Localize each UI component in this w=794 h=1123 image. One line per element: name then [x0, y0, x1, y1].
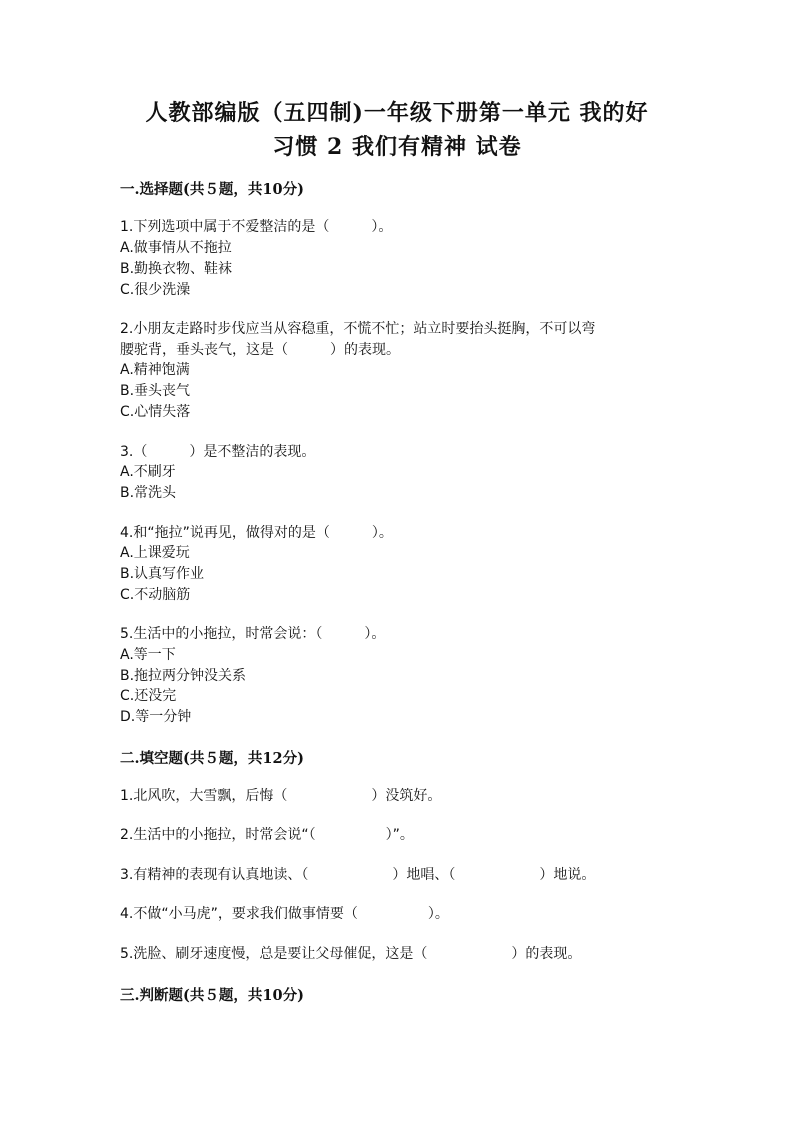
- fill-question-3: 3.有精神的表现有认真地读、（ ）地唱、（ ）地说。: [120, 867, 596, 883]
- choice-question-3-option-a: A.不刷牙: [120, 464, 176, 480]
- choice-question-3-stem: 3.（ ）是不整洁的表现。: [120, 444, 316, 460]
- choice-question-1-option-a: A.做事情从不拖拉: [120, 240, 232, 256]
- choice-question-4-option-a: A.上课爱玩: [120, 545, 190, 561]
- fill-question-2: 2.生活中的小拖拉，时常会说“（ ）”。: [120, 827, 414, 843]
- fill-question-1: 1.北风吹，大雪飘，后悔（ ）没筑好。: [120, 788, 442, 804]
- choice-question-5-stem: 5.生活中的小拖拉，时常会说：（ ）。: [120, 626, 386, 642]
- section-heading-choice: 一.选择题(共５题，共10分): [120, 181, 304, 198]
- choice-question-2-option-b: B.垂头丧气: [120, 383, 191, 399]
- choice-question-3-option-b: B.常洗头: [120, 485, 177, 501]
- choice-question-2-stem-line1: 2.小朋友走路时步伐应当从容稳重，不慌不忙；站立时要抬头挺胸，不可以弯: [120, 321, 596, 337]
- fill-question-4: 4.不做“小马虎”，要求我们做事情要（ ）。: [120, 906, 449, 922]
- choice-question-5-option-d: D.等一分钟: [120, 709, 192, 725]
- choice-question-5-option-b: B.拖拉两分钟没关系: [120, 668, 247, 684]
- page-title-line1: 人教部编版（五四制)一年级下册第一单元 我的好: [145, 100, 649, 126]
- choice-question-4-option-b: B.认真写作业: [120, 566, 205, 582]
- choice-question-5-option-a: A.等一下: [120, 647, 176, 663]
- section-heading-judge: 三.判断题(共５题，共10分): [120, 987, 304, 1004]
- choice-question-2-option-a: A.精神饱满: [120, 362, 190, 378]
- section-heading-fill: 二.填空题(共５题，共12分): [120, 750, 304, 767]
- page-title-line2: 习惯 2 我们有精神 试卷: [272, 134, 522, 160]
- choice-question-1-option-b: B.勤换衣物、鞋袜: [120, 261, 233, 277]
- choice-question-2-stem-line2: 腰驼背，垂头丧气，这是（ ）的表现。: [120, 342, 400, 358]
- choice-question-1-option-c: C.很少洗澡: [120, 282, 191, 298]
- choice-question-5-option-c: C.还没完: [120, 688, 177, 704]
- fill-question-5: 5.洗脸、刷牙速度慢，总是要让父母催促，这是（ ）的表现。: [120, 946, 582, 962]
- choice-question-2-option-c: C.心情失落: [120, 404, 191, 420]
- choice-question-1-stem: 1.下列选项中属于不爱整洁的是（ ）。: [120, 219, 393, 235]
- choice-question-4-stem: 4.和“拖拉”说再见，做得对的是（ ）。: [120, 525, 393, 541]
- choice-question-4-option-c: C.不动脑筋: [120, 587, 191, 603]
